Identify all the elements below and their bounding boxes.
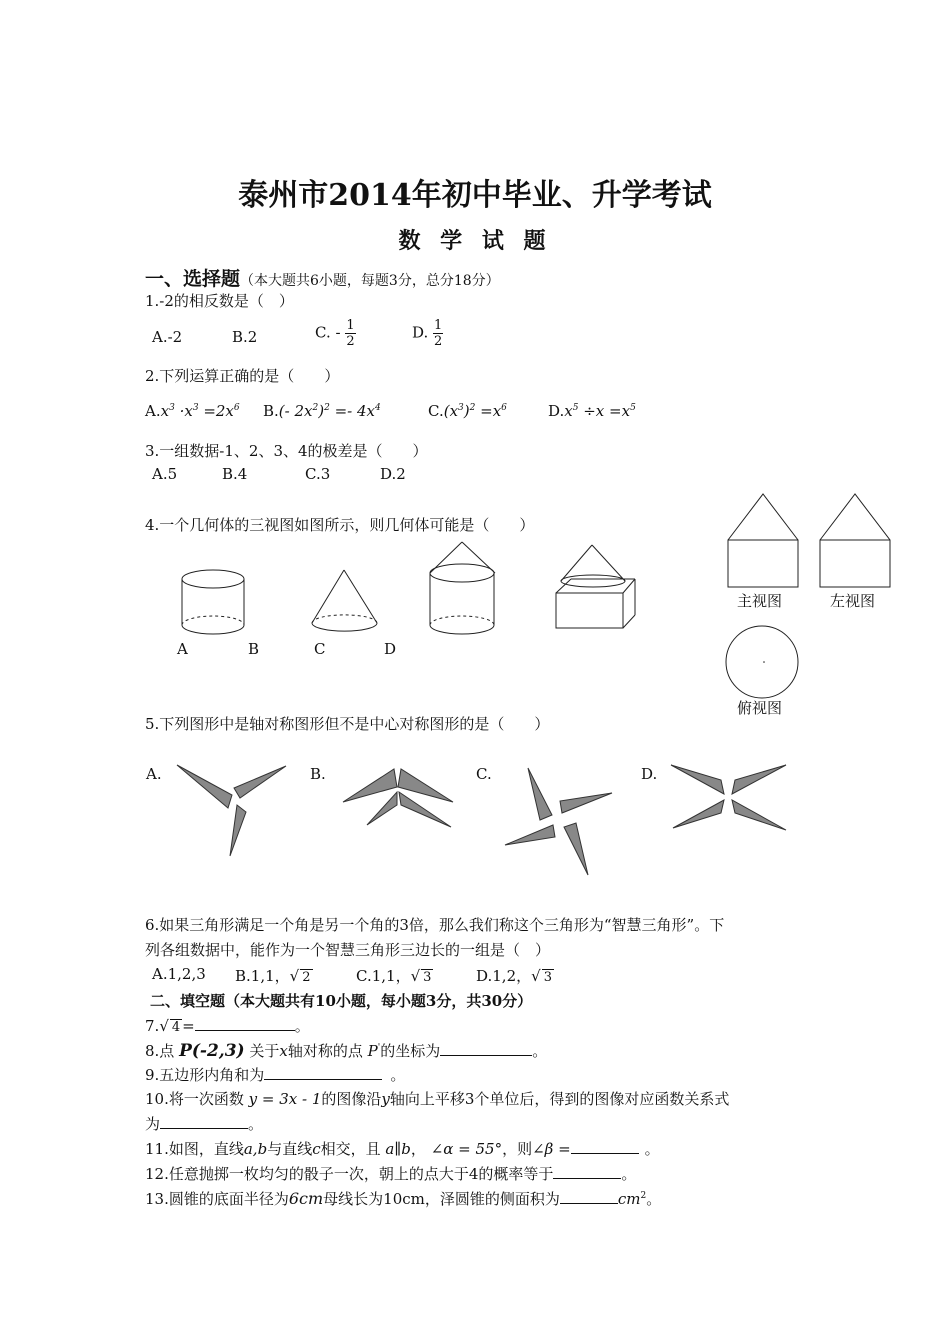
q10-axis: y <box>381 1090 390 1108</box>
q7-answer-blank[interactable] <box>195 1016 295 1031</box>
q6-stem-line-1: 6.如果三角形满足一个角是另一个角的3倍，那么我们称这个三角形为“智慧三角形”。下 <box>145 916 725 934</box>
q13-answer-blank[interactable] <box>560 1189 618 1204</box>
fraction-numerator: 1 <box>434 318 443 333</box>
q6-option-c <box>356 965 433 986</box>
section-1-heading <box>145 264 500 291</box>
q13-unit: cm <box>617 1190 641 1208</box>
q5-figure-b <box>335 765 460 830</box>
q11-line-c: c <box>312 1140 321 1158</box>
q11-end: 。 <box>644 1140 660 1158</box>
section-2-heading: 二、填空题（本大题共有10小题，每小题3分，共30分） <box>150 992 533 1010</box>
q8-axis: x <box>279 1042 288 1060</box>
left-view-label: 左视图 <box>830 592 876 610</box>
fraction-denominator: 2 <box>434 334 443 349</box>
front-view-figure <box>727 493 802 589</box>
q9-end: 。 <box>390 1066 406 1084</box>
fraction-numerator: 1 <box>346 318 355 333</box>
q2-option-c-label: C. <box>428 402 444 420</box>
q5-figure-d <box>668 760 790 835</box>
q11-answer-blank[interactable] <box>571 1139 639 1154</box>
q10-prefix: 10.将一次函数 <box>145 1090 244 1108</box>
q3-option-d: D.2 <box>380 465 406 483</box>
q11-angle-alpha: ∠α = 55° <box>430 1140 503 1158</box>
q1-option-a: A.-2 <box>152 328 183 346</box>
sqrt-symbol-icon: √ <box>159 1017 169 1035</box>
q10-line-1 <box>145 1088 729 1109</box>
sqrt-symbol-icon: √ <box>531 967 541 985</box>
q5-figure-c <box>500 765 620 880</box>
front-view-label: 主视图 <box>737 592 783 610</box>
q9-text: 9.五边形内角和为 <box>145 1066 265 1084</box>
q1-option-d-prefix: D. <box>412 323 429 342</box>
q8-answer-blank[interactable] <box>440 1041 532 1056</box>
q6-option-d <box>476 965 554 986</box>
q6-option-d-radicand: 3 <box>543 970 552 985</box>
q10-answer-blank[interactable] <box>160 1114 248 1129</box>
q2-option-b-label: B. <box>263 402 279 420</box>
sqrt-symbol-icon: √ <box>410 967 421 985</box>
q11-mid: 与直线 <box>267 1140 313 1158</box>
q5-option-b: B. <box>310 765 326 783</box>
q9-answer-blank[interactable] <box>264 1065 382 1080</box>
q2-option-a-expr: $x^3 \cdot x^3 =2x^6$ <box>160 402 240 420</box>
q6-option-a: A.1,2,3 <box>152 965 206 983</box>
q4-option-d: D <box>384 640 397 658</box>
q8-point-prime: P <box>367 1042 378 1060</box>
q1-option-d <box>412 318 443 349</box>
q5-option-a: A. <box>146 765 162 783</box>
fraction-denominator: 2 <box>346 334 355 349</box>
sqrt-symbol-icon: √ <box>289 967 300 985</box>
q12-answer-blank[interactable] <box>553 1164 621 1179</box>
q10-mid: 的图像沿 <box>321 1090 382 1108</box>
q8-point: P(-2,3) <box>179 1041 245 1061</box>
q13-mid: 母线长为10cm，泽圆锥的侧面积为 <box>323 1190 560 1208</box>
q7-equals: = <box>182 1017 195 1035</box>
section-1-title: 一、选择题 <box>145 268 241 290</box>
q2-stem: 2.下列运算正确的是（ ） <box>145 367 340 385</box>
q11-prefix: 11.如图，直线 <box>145 1140 244 1158</box>
q11-angle-beta: ∠β = <box>532 1140 571 1158</box>
q1-option-d-fraction <box>433 318 443 349</box>
q1-option-b: B.2 <box>232 328 258 346</box>
q13-unit-exponent: 2 <box>640 1191 647 1201</box>
q11-mid2: 相交，且 <box>320 1140 381 1158</box>
page-subtitle: 数 学 试 题 <box>398 228 552 254</box>
q10-function: y = 3x - 1 <box>248 1090 322 1108</box>
q3-option-a: A.5 <box>152 465 178 483</box>
left-view-figure <box>819 493 894 589</box>
q12-text: 12.任意抛掷一枚均匀的骰子一次，朝上的点大于4的概率等于 <box>145 1165 554 1183</box>
q2-option-d-label: D. <box>548 402 565 420</box>
q12-end: 。 <box>621 1165 637 1183</box>
q8: 8.点 P(-2,3) 关于x轴对称的点 P'的坐标为 。 <box>145 1041 548 1061</box>
top-view-figure <box>725 625 801 701</box>
q1-option-c-prefix: C. - <box>315 323 341 342</box>
q13-prefix: 13.圆锥的底面半径为 <box>145 1190 289 1208</box>
q4-cylinder-figure <box>175 565 255 635</box>
q8-prefix: 8.点 <box>145 1042 175 1060</box>
q2-option-c-expr: $(x^3)^2 =x^6$ <box>443 402 507 420</box>
q1-option-c-fraction <box>345 318 355 349</box>
q12 <box>145 1163 636 1184</box>
top-view-label: 俯视图 <box>737 699 783 717</box>
q4-option-a: A <box>177 640 188 658</box>
q1-option-c <box>315 318 356 349</box>
q4-option-c: C <box>314 640 326 658</box>
q11 <box>145 1138 660 1159</box>
q2-option-d-expr: $x^5 \div x =x^5$ <box>564 402 636 420</box>
q11-lines-ab: a,b <box>243 1140 268 1158</box>
q4-cone-figure <box>305 568 385 638</box>
q11-parallel: a∥b <box>385 1140 411 1158</box>
q2-option-c <box>428 402 507 420</box>
q8-mid2: 轴对称的点 <box>287 1042 363 1060</box>
q10-line-2 <box>145 1113 263 1134</box>
q1-stem: 1.-2的相反数是（ ） <box>145 292 294 310</box>
q5-stem: 5.下列图形中是轴对称图形但不是中心对称图形的是（ ） <box>145 715 550 733</box>
q6-option-c-label: C.1,1， <box>356 967 411 985</box>
q2-option-b-expr: (- $2x^2)^2 =- 4x^4$ <box>278 402 381 420</box>
q5-option-d: D. <box>641 765 658 783</box>
q3-option-c: C.3 <box>305 465 331 483</box>
q10-line2-prefix: 为 <box>145 1115 161 1133</box>
q2-option-a-label: A. <box>145 402 161 420</box>
q4-cone-on-cylinder-figure <box>425 540 505 640</box>
q6-option-d-label: D.1,2， <box>476 967 532 985</box>
q10-tail: 轴向上平移3个单位后，得到的图像对应函数关系式 <box>389 1090 730 1108</box>
q2-option-d <box>548 402 636 420</box>
q6-option-b-radicand: 2 <box>302 970 311 985</box>
q6-stem-line-2: 列各组数据中，能作为一个智慧三角形三边长的一组是（ ） <box>145 941 551 959</box>
q11-then: ，则 <box>502 1140 533 1158</box>
q7 <box>145 1015 310 1036</box>
q13-end: 。 <box>646 1190 662 1208</box>
q4-stem: 4.一个几何体的三视图如图所示，则几何体可能是（ ） <box>145 516 535 534</box>
q7-radicand: 4 <box>171 1020 181 1035</box>
q4-cone-on-box-figure <box>553 543 643 638</box>
q6-option-b-label: B.1,1， <box>235 967 290 985</box>
q3-option-b: B.4 <box>222 465 248 483</box>
q7-prefix: 7. <box>145 1017 160 1035</box>
q8-mid: 关于 <box>249 1042 280 1060</box>
q10-end: 。 <box>248 1115 264 1133</box>
q2-option-a <box>145 402 240 420</box>
q11-sep: ， <box>410 1140 426 1158</box>
q5-option-c: C. <box>476 765 492 783</box>
q6-option-c-radicand: 3 <box>423 970 432 985</box>
q13 <box>145 1188 661 1209</box>
q3-stem: 3.一组数据-1、2、3、4的极差是（ ） <box>145 442 428 460</box>
page-title: 泰州市2014年初中毕业、升学考试 <box>238 178 712 213</box>
q8-tail: 的坐标为 <box>380 1042 441 1060</box>
q7-end: 。 <box>294 1017 310 1035</box>
q4-option-b: B <box>248 640 260 658</box>
q13-radius: 6cm <box>288 1189 324 1208</box>
q5-figure-a <box>170 760 295 860</box>
q6-option-b <box>235 965 313 986</box>
q9 <box>145 1064 405 1085</box>
q2-option-b <box>263 402 381 420</box>
section-1-note: （本大题共6小题，每题3分，总分18分） <box>240 273 500 289</box>
q8-end: 。 <box>532 1042 548 1060</box>
